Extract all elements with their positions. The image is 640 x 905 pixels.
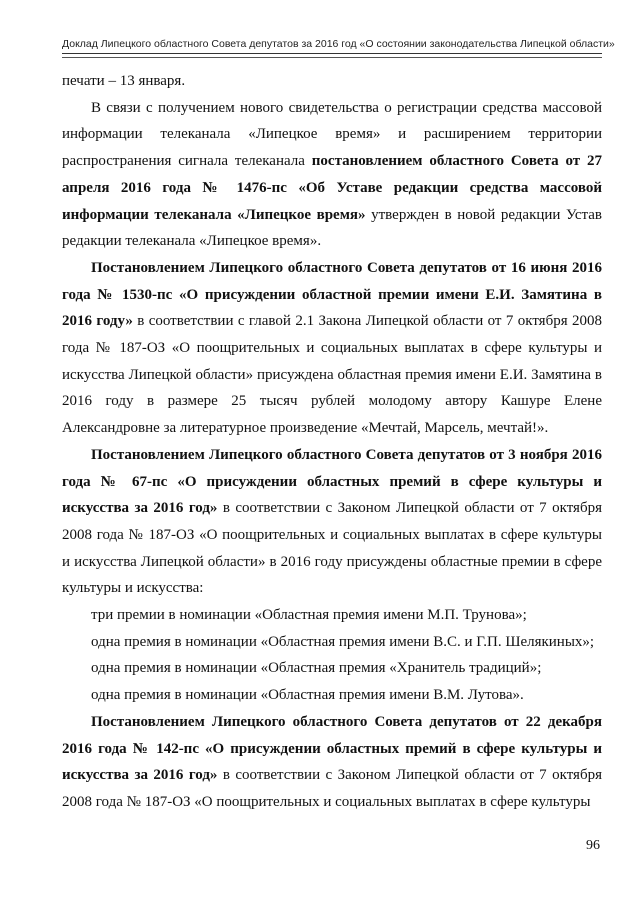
document-body	[62, 68, 602, 816]
paragraph	[62, 255, 602, 442]
text-segment: в соответствии с главой 2.1 Закона Липецкой области от 7 октября 2008 года № 187-ОЗ «О поощрительных и социальных выплатах в сфере культуры и искусства Липецкой области» присуждена областная премия имени Е.И. Замятина в 2016 году в размере 25 тысяч рублей молодому автору Кашуре Елене Александровне за литературное произведение «Мечтай, Марсель, мечтай!».	[62, 313, 603, 437]
bold-text-segment: Постановлением Липецкого областного Совета депутатов от 22 декабря 2016 года № 142-пс «О присуждении областных премий в сфере культуры и искусства за 2016 год»	[62, 713, 602, 784]
text-segment: одна премия в номинации «Областная премия «Хранитель традиций»;	[91, 660, 542, 677]
paragraph	[62, 709, 602, 816]
text-segment: одна премия в номинации «Областная премия имени В.М. Лутова».	[91, 687, 524, 704]
bold-text-segment: Постановлением Липецкого областного Совета депутатов от 16 июня 2016 года № 1530-пс «О присуждении областной премии имени Е.И. Замятина в 2016 году»	[62, 259, 602, 330]
text-segment: одна премия в номинации «Областная премия имени В.С. и Г.П. Шелякиных»;	[91, 633, 595, 650]
text-segment: печати – 13 января.	[62, 73, 186, 89]
text-segment: утвержден в новой редакции Устав редакции телеканала «Липецкое время».	[62, 206, 602, 250]
paragraph	[62, 68, 602, 95]
paragraph	[62, 442, 602, 602]
bold-text-segment: Постановлением Липецкого областного Совета депутатов от 3 ноября 2016 года № 67-пс «О присуждении областных премий в сфере культуры и искусства за 2016 год»	[62, 446, 602, 517]
header-rule	[62, 53, 602, 58]
page-number: 96	[586, 838, 600, 853]
bold-text-segment: постановлением областного Совета от 27 апреля 2016 года № 1476-пс «Об Уставе редакции средства массовой информации телеканала «Липецкое время»	[62, 153, 602, 223]
paragraph	[62, 655, 602, 682]
text-segment: в соответствии с Законом Липецкой области от 7 октября 2008 года № 187-ОЗ «О поощрительных и социальных выплатах в сфере культуры	[62, 767, 602, 810]
paragraph	[62, 682, 602, 709]
running-header: Доклад Липецкого областного Совета депутатов за 2016 год «О состоянии законодательства Липецкой области»	[62, 38, 615, 50]
text-segment: три премии в номинации «Областная премия имени М.П. Трунова»;	[91, 607, 527, 624]
paragraph	[62, 95, 602, 255]
text-segment: В связи с получением нового свидетельства о регистрации средства массовой информации телеканала «Липецкое время» и расширением территории распространения сигнала телеканала	[62, 99, 602, 170]
paragraph	[62, 602, 602, 629]
paragraph	[62, 629, 602, 656]
text-segment: в соответствии с Законом Липецкой области от 7 октября 2008 года № 187-ОЗ «О поощрительных и социальных выплатах в сфере культуры и искусства Липецкой области» в 2016 году присуждены областные премии в сфере культуры и искусства:	[62, 500, 602, 597]
